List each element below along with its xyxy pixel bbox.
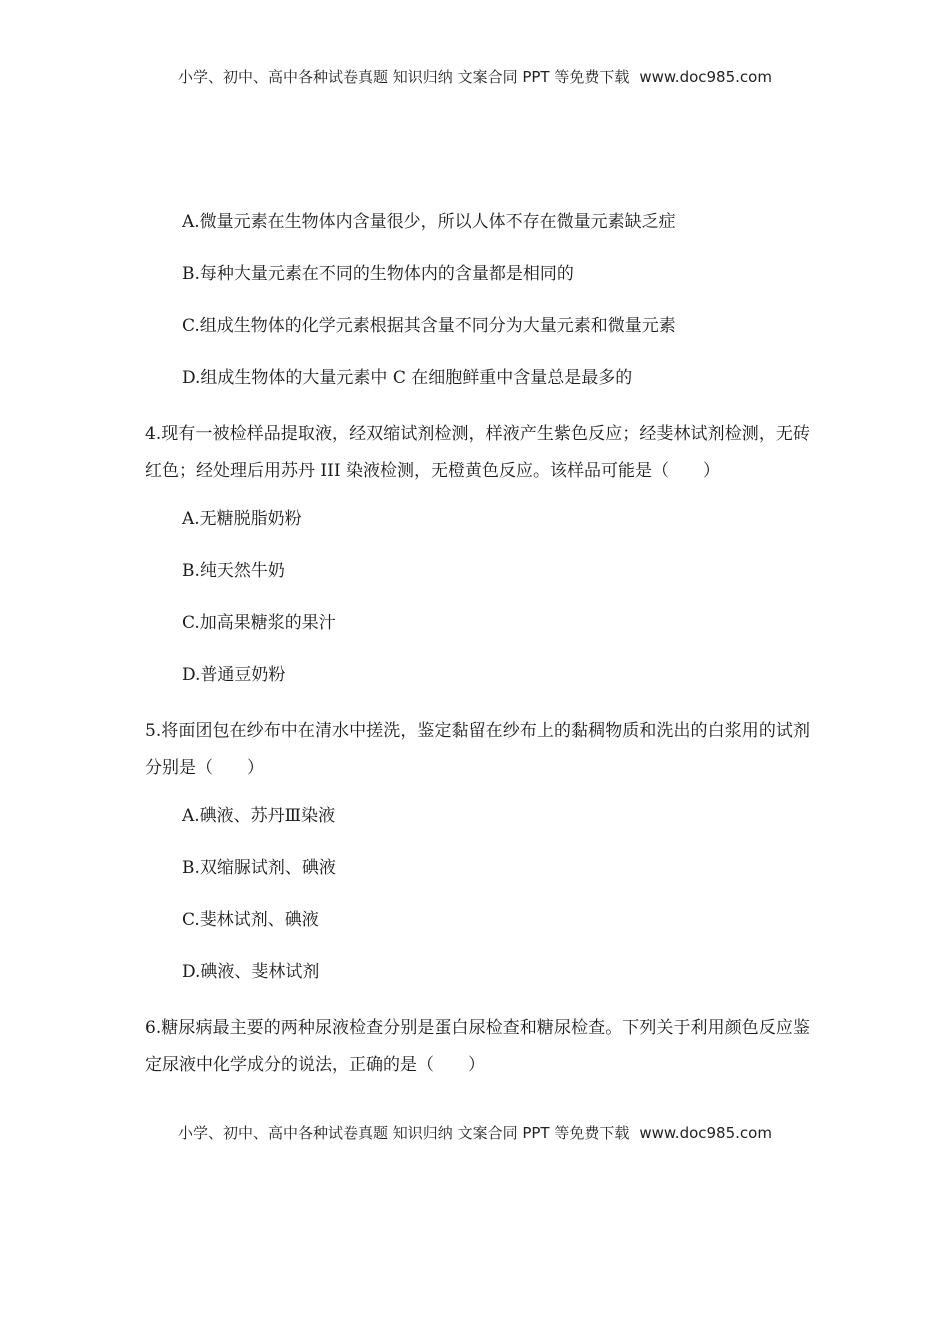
q4-option-d: D.普通豆奶粉	[182, 665, 286, 685]
footer-text: 小学、初中、高中各种试卷真题 知识归纳 文案合同 PPT 等免费下载	[178, 1124, 630, 1142]
footer-site-link[interactable]: www.doc985.com	[639, 1124, 772, 1142]
header-text: 小学、初中、高中各种试卷真题 知识归纳 文案合同 PPT 等免费下载	[178, 68, 630, 86]
page-header	[0, 66, 950, 87]
exam-content	[145, 204, 810, 1095]
q3-options	[145, 204, 810, 412]
q3-option-a: A.微量元素在生物体内含量很少，所以人体不存在微量元素缺乏症	[182, 212, 676, 232]
q4-option-a: A.无糖脱脂奶粉	[182, 509, 302, 529]
q4-stem: 4.现有一被检样品提取液，经双缩试剂检测，样液产生紫色反应；经斐林试剂检测，无砖红色；经处理后用苏丹 III 染液检测，无橙黄色反应。该样品可能是（ ）	[145, 424, 810, 481]
q5-option-b: B.双缩脲试剂、碘液	[182, 858, 336, 878]
q4-option-b: B.纯天然牛奶	[182, 561, 285, 581]
q5-option-a: A.碘液、苏丹Ⅲ染液	[182, 806, 336, 826]
q3-option-c: C.组成生物体的化学元素根据其含量不同分为大量元素和微量元素	[182, 316, 676, 336]
q3-option-b: B.每种大量元素在不同的生物体内的含量都是相同的	[182, 264, 574, 284]
q5-option-d: D.碘液、斐林试剂	[182, 962, 320, 982]
page-footer	[0, 1122, 950, 1143]
q4-option-c: C.加高果糖浆的果汁	[182, 613, 336, 633]
header-site-link[interactable]: www.doc985.com	[639, 68, 772, 86]
q3-option-d: D.组成生物体的大量元素中 C 在细胞鲜重中含量总是最多的	[182, 368, 633, 388]
q4-options	[145, 501, 810, 709]
q5-option-c: C.斐林试剂、碘液	[182, 910, 319, 930]
q5-options	[145, 798, 810, 1006]
q6-stem: 6.糖尿病最主要的两种尿液检查分别是蛋白尿检查和糖尿检查。下列关于利用颜色反应鉴定尿液中化学成分的说法，正确的是（ ）	[145, 1018, 810, 1075]
q5-stem: 5.将面团包在纱布中在清水中搓洗，鉴定黏留在纱布上的黏稠物质和洗出的白浆用的试剂分别是（ ）	[145, 721, 810, 778]
